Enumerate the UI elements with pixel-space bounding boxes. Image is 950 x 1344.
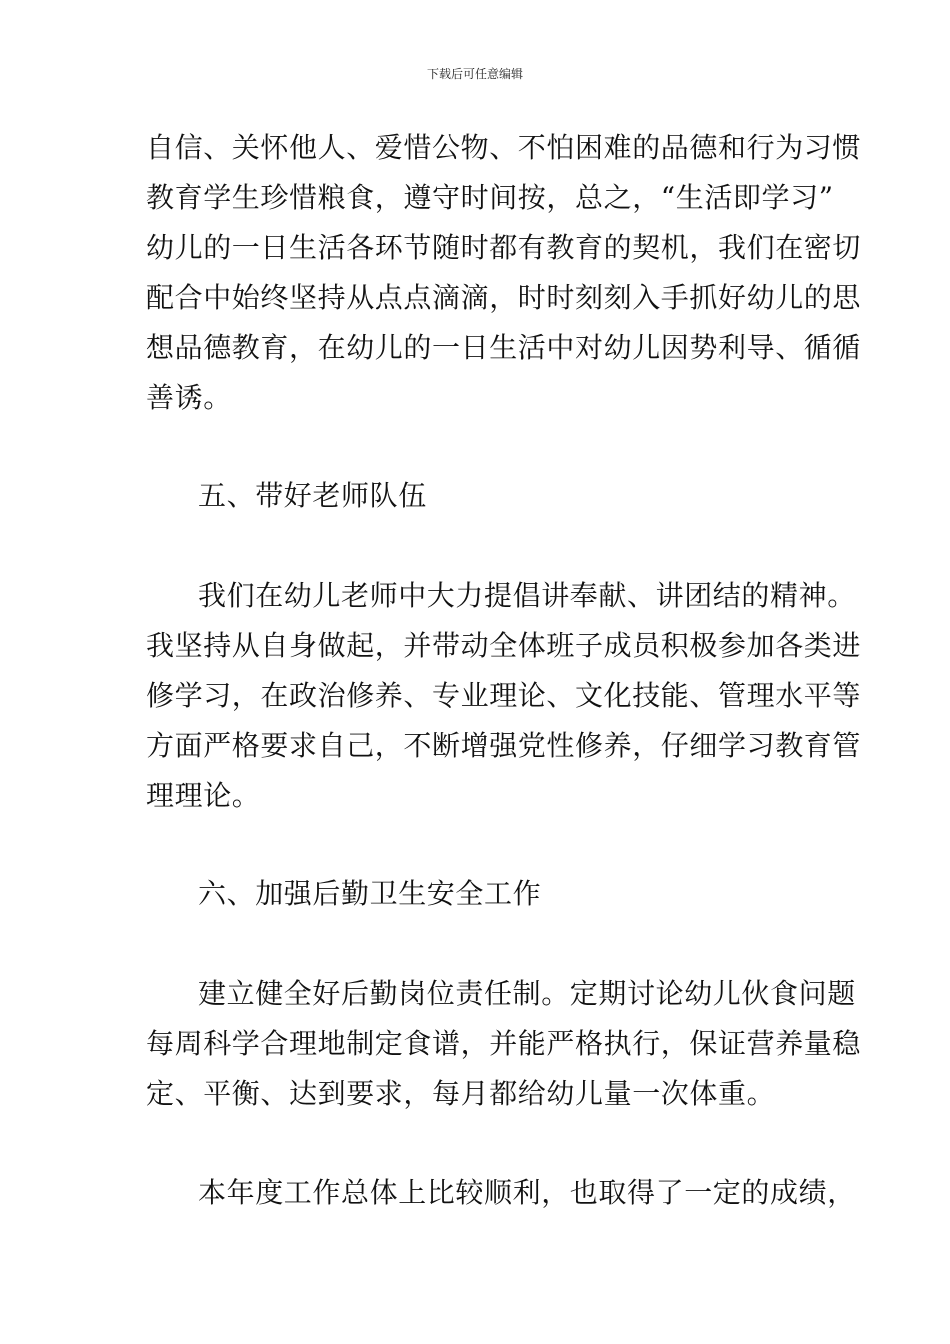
paragraph-line: 自信、关怀他人、爱惜公物、不怕困难的品德和行为习惯 <box>146 131 862 164</box>
section-heading: 六、加强后勤卫生安全工作 <box>198 877 542 910</box>
paragraph-line: 想品德教育，在幼儿的一日生活中对幼儿因势利导、循循 <box>146 331 862 364</box>
paragraph-line: 善诱。 <box>146 381 232 414</box>
paragraph-line: 教育学生珍惜粮食，遵守时间按，总之，“生活即学习” <box>146 181 834 214</box>
paragraph-line: 理理论。 <box>146 779 261 812</box>
page-header-note: 下载后可任意编辑 <box>426 67 523 81</box>
paragraph-line: 幼儿的一日生活各环节随时都有教育的契机，我们在密切 <box>146 231 862 264</box>
paragraph-line: 我们在幼儿老师中大力提倡讲奉献、讲团结的精神。 <box>198 579 856 612</box>
paragraph-line: 我坚持从自身做起，并带动全体班子成员积极参加各类进 <box>146 629 862 662</box>
paragraph-line: 修学习，在政治修养、专业理论、文化技能、管理水平等 <box>146 679 862 712</box>
paragraph-line: 建立健全好后勤岗位责任制。定期讨论幼儿伙食问题 <box>198 977 856 1010</box>
paragraph-line: 配合中始终坚持从点点滴滴，时时刻刻入手抓好幼儿的思 <box>146 281 862 314</box>
paragraph-line: 本年度工作总体上比较顺利，也取得了一定的成绩， <box>198 1176 856 1209</box>
paragraph-line: 每周科学合理地制定食谱，并能严格执行，保证营养量稳 <box>146 1027 862 1060</box>
paragraph-line: 方面严格要求自己，不断增强党性修养，仔细学习教育管 <box>146 729 862 762</box>
paragraph-line: 定、平衡、达到要求，每月都给幼儿量一次体重。 <box>146 1077 776 1110</box>
section-heading: 五、带好老师队伍 <box>198 479 427 512</box>
